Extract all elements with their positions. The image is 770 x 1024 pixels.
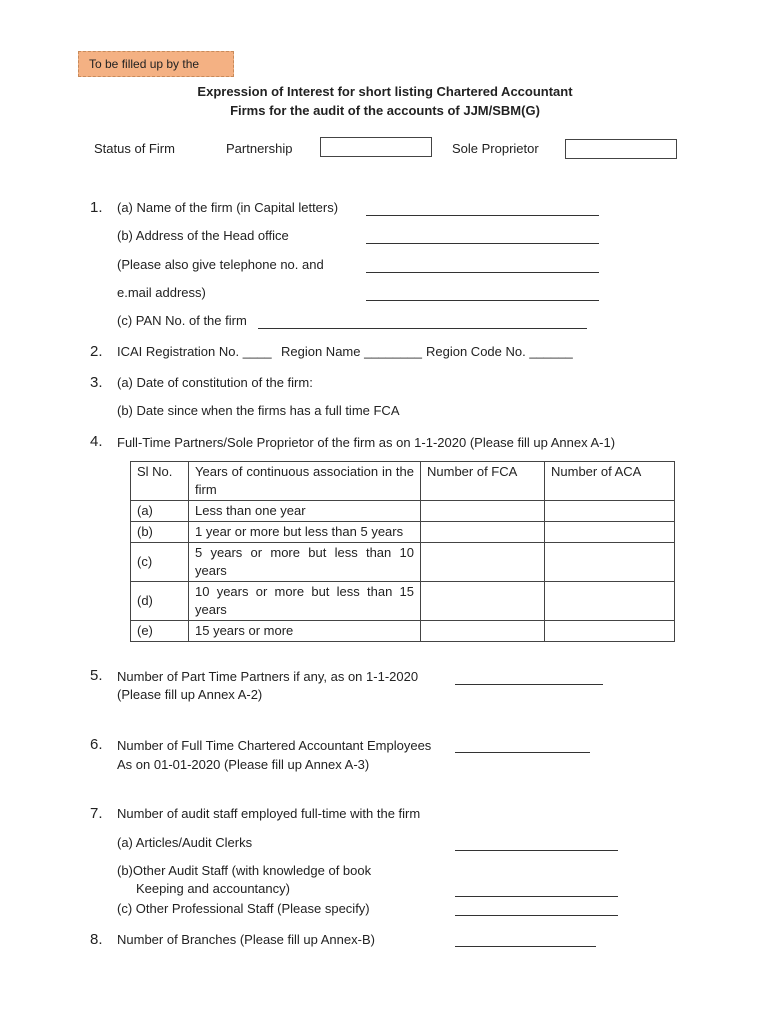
row-years: 15 years or more [189, 621, 421, 642]
table-row [131, 501, 675, 522]
q5-line1: Number of Part Time Partners if any, as on 1-1-2020 [117, 669, 419, 684]
form-title-line2: Firms for the audit of the accounts of JJM/SBM(G) [230, 103, 540, 118]
q3-number: 3. [90, 374, 103, 391]
q7-c-label: (c) Other Professional Staff (Please specify) [117, 901, 370, 916]
row-sl: (a) [131, 501, 189, 522]
table-row [131, 522, 675, 543]
q7-b1-label: (b)Other Audit Staff (with knowledge of book [117, 863, 372, 878]
q7-a-field[interactable] [455, 850, 618, 851]
row-sl: (c) [131, 543, 189, 582]
row-sl: (b) [131, 522, 189, 543]
row-fca-cell[interactable] [421, 522, 545, 543]
q2-number: 2. [90, 343, 103, 360]
q6-line2: As on 01-01-2020 (Please fill up Annex A-3) [117, 757, 370, 772]
q5-number: 5. [90, 667, 103, 684]
row-aca-cell[interactable] [545, 522, 675, 543]
row-years: 1 year or more but less than 5 years [189, 522, 421, 543]
partnership-checkbox[interactable] [320, 137, 432, 157]
q4-number: 4. [90, 433, 103, 450]
q1-b3-field[interactable] [366, 300, 599, 301]
partnership-label: Partnership [226, 141, 293, 156]
q6-number: 6. [90, 736, 103, 753]
q1-c-label: (c) PAN No. of the firm [117, 313, 247, 328]
q4-text: Full-Time Partners/Sole Proprietor of the firm as on 1-1-2020 (Please fill up Annex A-1) [117, 435, 616, 450]
q7-c-field[interactable] [455, 915, 618, 916]
status-label: Status of Firm [94, 141, 175, 156]
table-row [131, 621, 675, 642]
header-fca: Number of FCA [421, 462, 545, 501]
sole-proprietor-label: Sole Proprietor [452, 141, 539, 156]
q7-text: Number of audit staff employed full-time with the firm [117, 806, 421, 821]
q8-text: Number of Branches (Please fill up Annex-B) [117, 932, 375, 947]
partners-table [130, 461, 675, 642]
row-fca-cell[interactable] [421, 621, 545, 642]
q3-b-label: (b) Date since when the firms has a full time FCA [117, 403, 400, 418]
q1-b-field[interactable] [366, 243, 599, 244]
header-years: Years of continuous association in the firm [189, 462, 421, 501]
q1-c-field[interactable] [258, 328, 587, 329]
table-row [131, 582, 675, 621]
row-fca-cell[interactable] [421, 501, 545, 522]
q6-field[interactable] [455, 752, 590, 753]
row-years: 5 years or more but less than 10 years [189, 543, 421, 582]
q8-number: 8. [90, 931, 103, 948]
q7-b2-label: Keeping and accountancy) [136, 881, 290, 896]
table-header-row [131, 462, 675, 501]
row-aca-cell[interactable] [545, 621, 675, 642]
q3-a-label: (a) Date of constitution of the firm: [117, 375, 313, 390]
q7-a-label: (a) Articles/Audit Clerks [117, 835, 253, 850]
form-title-line1: Expression of Interest for short listing Chartered Accountant [197, 84, 573, 99]
fill-instruction-tag: To be filled up by the [78, 51, 234, 77]
q1-b-label: (b) Address of the Head office [117, 228, 289, 243]
row-years: Less than one year [189, 501, 421, 522]
q6-line1: Number of Full Time Chartered Accountant Employees [117, 738, 432, 753]
q1-a-field[interactable] [366, 215, 599, 216]
q8-field[interactable] [455, 946, 596, 947]
row-sl: (d) [131, 582, 189, 621]
table-row [131, 543, 675, 582]
q1-number: 1. [90, 199, 103, 216]
q1-b3-label: e.mail address) [117, 285, 206, 300]
header-sl: Sl No. [131, 462, 189, 501]
row-sl: (e) [131, 621, 189, 642]
q1-b2-label: (Please also give telephone no. and [117, 257, 324, 272]
q1-a-label: (a) Name of the firm (in Capital letters) [117, 200, 339, 215]
row-fca-cell[interactable] [421, 543, 545, 582]
row-aca-cell[interactable] [545, 501, 675, 522]
row-fca-cell[interactable] [421, 582, 545, 621]
q7-b-field[interactable] [455, 896, 618, 897]
q1-b2-field[interactable] [366, 272, 599, 273]
row-years: 10 years or more but less than 15 years [189, 582, 421, 621]
q5-line2: (Please fill up Annex A-2) [117, 687, 263, 702]
row-aca-cell[interactable] [545, 543, 675, 582]
sole-proprietor-checkbox[interactable] [565, 139, 677, 159]
q2-region-code: Region Code No. ______ [426, 344, 573, 359]
q2-region-name: Region Name ________ [281, 344, 422, 359]
q7-number: 7. [90, 805, 103, 822]
q2-icai: ICAI Registration No. ____ [117, 344, 272, 359]
header-aca: Number of ACA [545, 462, 675, 501]
q5-field[interactable] [455, 684, 603, 685]
row-aca-cell[interactable] [545, 582, 675, 621]
